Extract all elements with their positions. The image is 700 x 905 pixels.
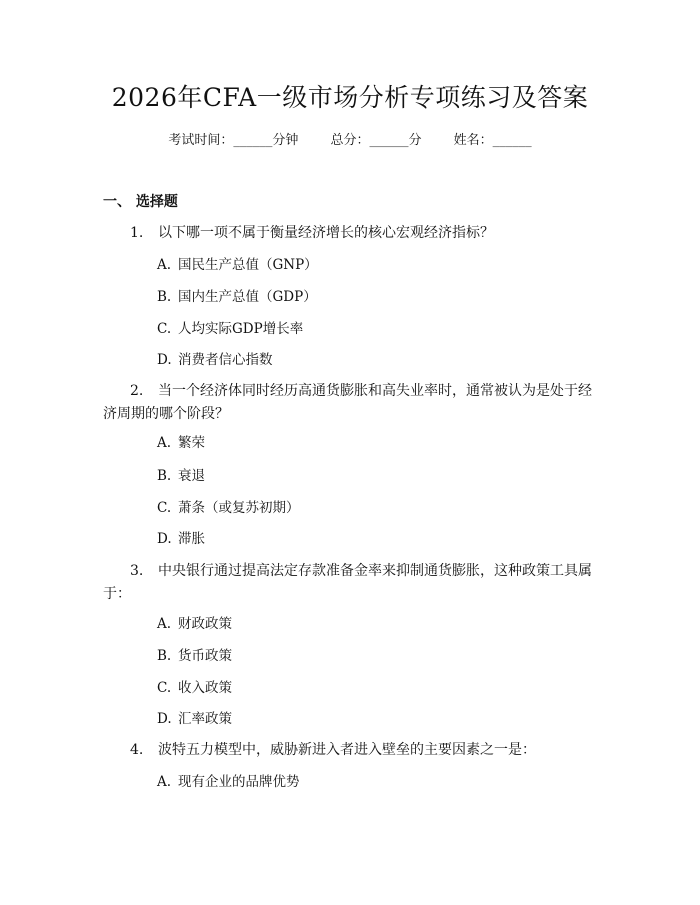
option-text: 萧条（或复苏初期） xyxy=(178,500,300,516)
option-text: 国民生产总值（GNP） xyxy=(178,257,318,273)
option-letter: A. xyxy=(157,435,172,451)
question-text: 中央银行通过提高法定存款准备金率来抑制通货膨胀，这种政策工具属于： xyxy=(103,563,592,602)
option-text: 汇率政策 xyxy=(178,711,232,727)
option-3c xyxy=(157,678,232,698)
option-text: 衰退 xyxy=(178,468,205,484)
option-letter: D. xyxy=(157,352,172,368)
option-text: 繁荣 xyxy=(178,435,205,451)
question-4 xyxy=(103,739,603,762)
question-2 xyxy=(103,380,603,426)
option-letter: A. xyxy=(157,616,172,632)
option-2b xyxy=(157,466,205,486)
option-text: 现有企业的品牌优势 xyxy=(178,774,300,790)
option-text: 滞胀 xyxy=(178,531,205,547)
question-1 xyxy=(103,222,603,245)
option-letter: C. xyxy=(157,321,172,337)
option-text: 国内生产总值（GDP） xyxy=(178,289,317,305)
option-letter: A. xyxy=(157,257,172,273)
question-number: 1. xyxy=(130,225,144,241)
option-1d xyxy=(157,350,273,370)
exam-meta xyxy=(0,130,700,152)
option-3b xyxy=(157,646,232,666)
option-2c xyxy=(157,498,300,518)
option-letter: B. xyxy=(157,468,172,484)
option-letter: B. xyxy=(157,289,172,305)
document-title: 2026年CFA一级市场分析专项练习及答案 xyxy=(111,83,589,112)
total-score-field: 总分：______分 xyxy=(330,133,422,148)
option-letter: A. xyxy=(157,774,172,790)
option-letter: C. xyxy=(157,680,172,696)
question-text: 当一个经济体同时经历高通货膨胀和高失业率时，通常被认为是处于经济周期的哪个阶段？ xyxy=(103,383,592,422)
question-3 xyxy=(103,560,603,606)
option-letter: C. xyxy=(157,500,172,516)
option-text: 消费者信心指数 xyxy=(178,352,273,368)
question-number: 2. xyxy=(130,383,144,399)
option-letter: B. xyxy=(157,648,172,664)
student-name-field: 姓名：______ xyxy=(453,133,532,148)
option-2a xyxy=(157,433,205,453)
exam-time-field: 考试时间：______分钟 xyxy=(168,133,299,148)
question-number: 3. xyxy=(130,563,144,579)
question-text: 波特五力模型中，威胁新进入者进入壁垒的主要因素之一是： xyxy=(158,742,536,758)
option-text: 收入政策 xyxy=(178,680,232,696)
question-number: 4. xyxy=(130,742,144,758)
option-1a xyxy=(157,255,318,275)
option-1b xyxy=(157,287,317,307)
option-1c xyxy=(157,319,303,339)
option-3d xyxy=(157,709,232,729)
option-letter: D. xyxy=(157,711,172,727)
section-title: 一、 选择题 xyxy=(103,194,178,210)
option-text: 人均实际GDP增长率 xyxy=(178,321,304,337)
option-text: 货币政策 xyxy=(178,648,232,664)
question-text: 以下哪一项不属于衡量经济增长的核心宏观经济指标？ xyxy=(158,225,494,241)
option-3a xyxy=(157,614,232,634)
option-text: 财政政策 xyxy=(178,616,232,632)
option-4a xyxy=(157,772,300,792)
option-letter: D. xyxy=(157,531,172,547)
option-2d xyxy=(157,529,205,549)
